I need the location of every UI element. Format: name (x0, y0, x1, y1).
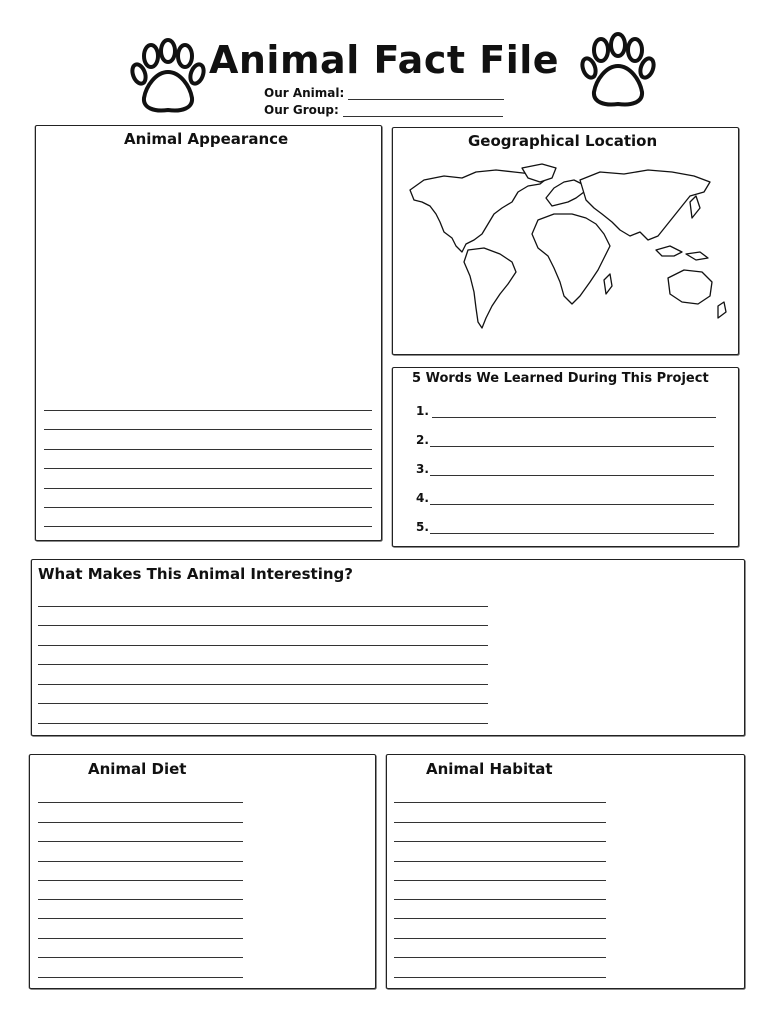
our-animal-field[interactable] (264, 86, 504, 100)
our-group-field[interactable] (264, 103, 503, 117)
diet-line[interactable] (38, 977, 243, 978)
diet-line[interactable] (38, 918, 243, 919)
our-animal-label: Our Animal: (264, 86, 345, 100)
interesting-box[interactable] (31, 559, 745, 736)
interesting-line[interactable] (38, 684, 488, 685)
interesting-line[interactable] (38, 664, 488, 665)
word-number-4: 4. (416, 491, 429, 505)
appearance-line[interactable] (44, 526, 372, 527)
words-title: 5 Words We Learned During This Project (412, 371, 709, 386)
word-number-2: 2. (416, 433, 429, 447)
diet-line[interactable] (38, 822, 243, 823)
word-line-5[interactable] (430, 533, 714, 534)
word-number-1: 1. (416, 404, 429, 418)
our-group-line[interactable] (343, 104, 503, 117)
word-number-5: 5. (416, 520, 429, 534)
our-group-label: Our Group: (264, 103, 339, 117)
appearance-box[interactable] (35, 125, 382, 541)
habitat-line[interactable] (394, 899, 606, 900)
appearance-line[interactable] (44, 449, 372, 450)
habitat-line[interactable] (394, 861, 606, 862)
word-line-2[interactable] (430, 446, 714, 447)
habitat-line[interactable] (394, 977, 606, 978)
habitat-title: Animal Habitat (426, 760, 553, 778)
habitat-line[interactable] (394, 802, 606, 803)
habitat-line[interactable] (394, 822, 606, 823)
word-line-1[interactable] (432, 417, 716, 418)
appearance-line[interactable] (44, 488, 372, 489)
diet-line[interactable] (38, 802, 243, 803)
our-animal-line[interactable] (348, 87, 504, 100)
appearance-line[interactable] (44, 410, 372, 411)
appearance-line[interactable] (44, 429, 372, 430)
habitat-box[interactable] (386, 754, 745, 989)
word-line-4[interactable] (430, 504, 714, 505)
habitat-line[interactable] (394, 880, 606, 881)
world-map-icon (404, 162, 730, 332)
location-title: Geographical Location (468, 132, 658, 150)
appearance-line[interactable] (44, 507, 372, 508)
diet-line[interactable] (38, 880, 243, 881)
diet-line[interactable] (38, 899, 243, 900)
habitat-line[interactable] (394, 957, 606, 958)
interesting-line[interactable] (38, 703, 488, 704)
habitat-line[interactable] (394, 841, 606, 842)
interesting-line[interactable] (38, 625, 488, 626)
words-box[interactable] (392, 367, 739, 547)
diet-line[interactable] (38, 957, 243, 958)
interesting-line[interactable] (38, 645, 488, 646)
appearance-line[interactable] (44, 468, 372, 469)
word-line-3[interactable] (430, 475, 714, 476)
interesting-line[interactable] (38, 723, 488, 724)
habitat-line[interactable] (394, 938, 606, 939)
word-number-3: 3. (416, 462, 429, 476)
diet-line[interactable] (38, 841, 243, 842)
diet-title: Animal Diet (88, 760, 187, 778)
appearance-title: Animal Appearance (124, 130, 289, 148)
diet-line[interactable] (38, 938, 243, 939)
interesting-line[interactable] (38, 606, 488, 607)
page-title: Animal Fact File (208, 38, 560, 82)
diet-box[interactable] (29, 754, 376, 989)
habitat-line[interactable] (394, 918, 606, 919)
interesting-title: What Makes This Animal Interesting? (38, 565, 353, 583)
diet-line[interactable] (38, 861, 243, 862)
